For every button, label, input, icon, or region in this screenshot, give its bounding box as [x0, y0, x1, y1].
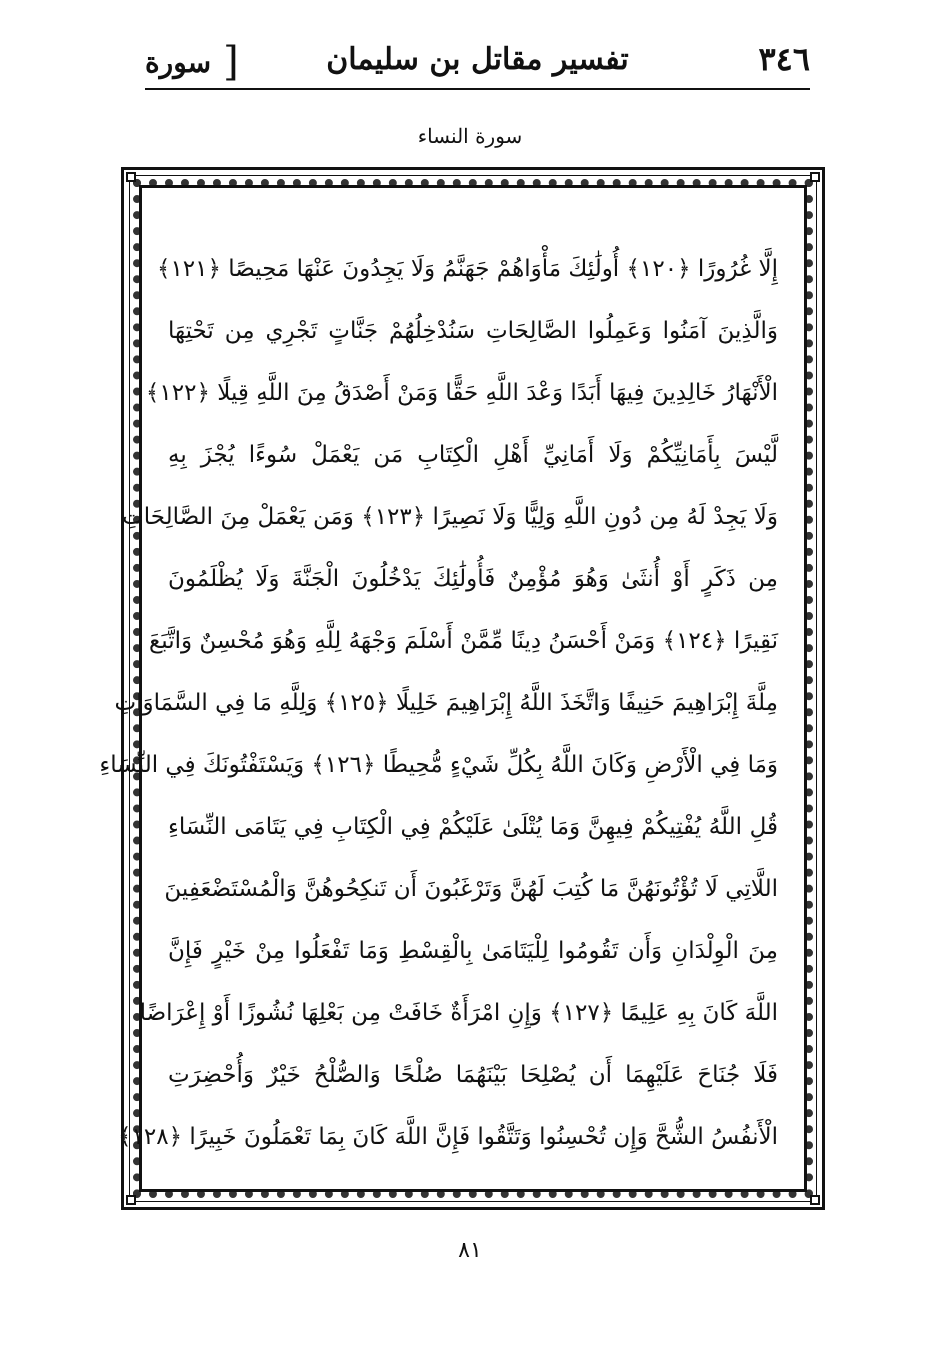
sheet-number: ٨١	[458, 1238, 482, 1263]
verse-line: فَلَا جُنَاحَ عَلَيْهِمَا أَن يُصْلِحَا بَيْنَهُمَا صُلْحًا وَالصُّلْحُ خَيْرٌ وَأُحْضِرَتِ	[168, 1062, 778, 1088]
header-bracket: [	[223, 39, 239, 85]
verse-line: وَمَا فِي الْأَرْضِ وَكَانَ اللَّهُ بِكُلِّ شَيْءٍ مُّحِيطًا ﴿١٢٦﴾ وَيَسْتَفْتُونَكَ فِي النِّسَاءِ	[99, 752, 778, 778]
verse-line: مِلَّةَ إِبْرَاهِيمَ حَنِيفًا وَاتَّخَذَ اللَّهُ إِبْرَاهِيمَ خَلِيلًا ﴿١٢٥﴾ وَلِلَّهِ مَا فِي السَّمَاوَاتِ	[114, 690, 778, 716]
frame-corner-ornament	[810, 1195, 820, 1205]
verse-line: مِن ذَكَرٍ أَوْ أُنثَىٰ وَهُوَ مُؤْمِنٌ فَأُولَٰئِكَ يَدْخُلُونَ الْجَنَّةَ وَلَا يُظْلَمُونَ	[168, 566, 778, 592]
header-rule	[145, 88, 810, 90]
verse-line: إِلَّا غُرُورًا ﴿١٢٠﴾ أُولَٰئِكَ مَأْوَاهُمْ جَهَنَّمُ وَلَا يَجِدُونَ عَنْهَا مَحِيصًا ﴿١٢١﴾	[156, 256, 778, 282]
verse-line: الْأَنفُسُ الشُّحَّ وَإِن تُحْسِنُوا وَتَتَّقُوا فَإِنَّ اللَّهَ كَانَ بِمَا تَعْمَلُونَ خَبِيرًا ﴿١٢٨﴾	[118, 1124, 778, 1150]
header-surah-label: سورة	[145, 45, 212, 79]
verse-line: اللَّاتِي لَا تُؤْتُونَهُنَّ مَا كُتِبَ لَهُنَّ وَتَرْغَبُونَ أَن تَنكِحُوهُنَّ وَالْمُسْتَضْعَفِينَ	[164, 876, 778, 902]
page-header	[145, 30, 810, 90]
verse-line: نَقِيرًا ﴿١٢٤﴾ وَمَنْ أَحْسَنُ دِينًا مِّمَّنْ أَسْلَمَ وَجْهَهُ لِلَّهِ وَهُوَ مُحْسِنٌ وَاتَّبَعَ	[149, 628, 778, 654]
verse-line: وَالَّذِينَ آمَنُوا وَعَمِلُوا الصَّالِحَاتِ سَنُدْخِلُهُمْ جَنَّاتٍ تَجْرِي مِن تَحْتِهَا	[168, 318, 778, 344]
verse-block	[99, 238, 778, 1168]
book-title: تفسير مقاتل بن سليمان	[326, 42, 629, 77]
page-number: ٣٤٦	[758, 40, 810, 78]
verse-line: الْأَنْهَارُ خَالِدِينَ فِيهَا أَبَدًا وَعْدَ اللَّهِ حَقًّا وَمَنْ أَصْدَقُ مِنَ اللَّهِ قِيلًا ﴿١٢٢﴾	[145, 380, 778, 406]
header-surah	[145, 39, 239, 85]
surah-name: سورة النساء	[417, 124, 523, 148]
verse-line: لَّيْسَ بِأَمَانِيِّكُمْ وَلَا أَمَانِيِّ أَهْلِ الْكِتَابِ مَن يَعْمَلْ سُوءًا يُجْزَ بِهِ	[168, 442, 778, 468]
verse-line: وَلَا يَجِدْ لَهُ مِن دُونِ اللَّهِ وَلِيًّا وَلَا نَصِيرًا ﴿١٢٣﴾ وَمَن يَعْمَلْ مِنَ الصَّالِحَاتِ	[122, 504, 778, 530]
verse-line: مِنَ الْوِلْدَانِ وَأَن تَقُومُوا لِلْيَتَامَىٰ بِالْقِسْطِ وَمَا تَفْعَلُوا مِنْ خَيْرٍ فَإِنَّ	[168, 938, 778, 964]
verse-line: اللَّهَ كَانَ بِهِ عَلِيمًا ﴿١٢٧﴾ وَإِنِ امْرَأَةٌ خَافَتْ مِن بَعْلِهَا نُشُوزًا أَوْ إِعْرَاضًا	[139, 1000, 778, 1026]
frame-corner-ornament	[810, 172, 820, 182]
frame-corner-ornament	[126, 1195, 136, 1205]
verse-line: قُلِ اللَّهُ يُفْتِيكُمْ فِيهِنَّ وَمَا يُتْلَىٰ عَلَيْكُمْ فِي الْكِتَابِ فِي يَتَامَى النِّسَاءِ	[168, 814, 778, 840]
frame-corner-ornament	[126, 172, 136, 182]
